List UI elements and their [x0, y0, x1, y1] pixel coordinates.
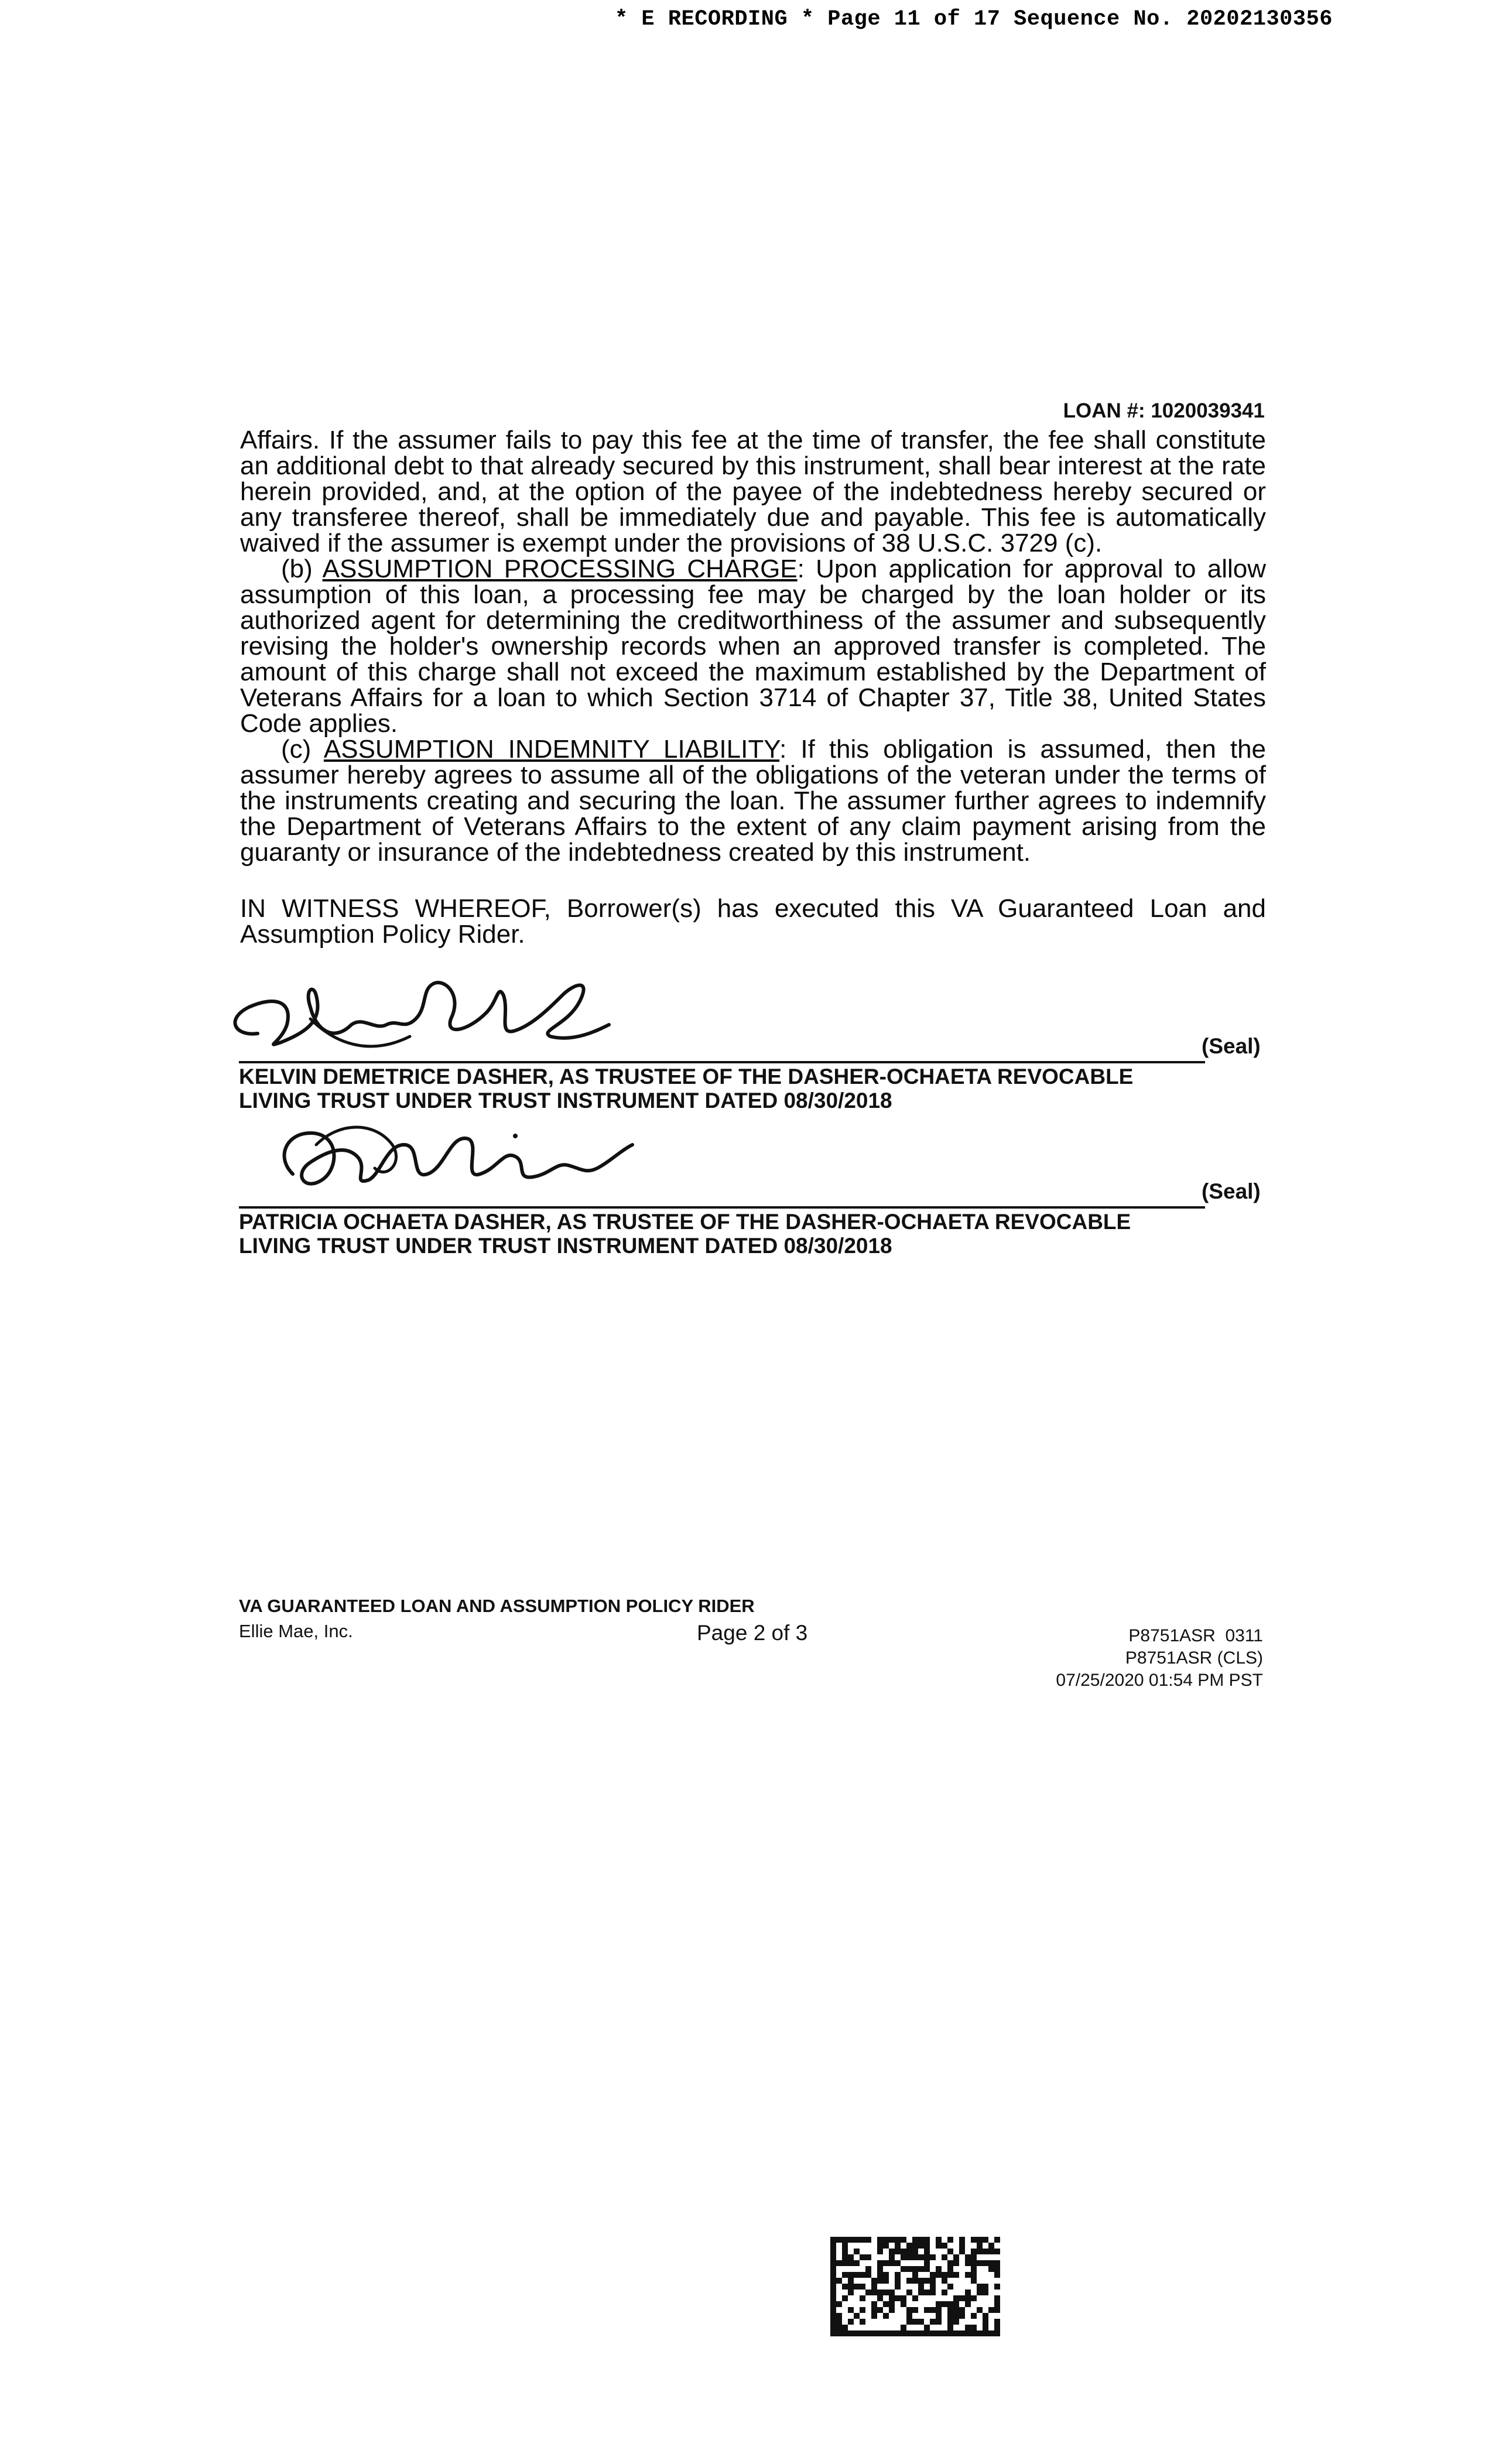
processing-charge-text: : Upon application for approval to allow assumption of this loan, a processing fee may be charged by the loan holder or its authorized agent for determining the creditworthiness of the assumer and subsequently revising the holder's ownership records when an approved transfer is completed. The amount of this charge shall not exceed the maximum established by the Department of Veterans Affairs for a loan to which Section 3714 of Chapter 37, Title 38, United States Code applies.: [240, 555, 1266, 738]
paragraph-fee: Affairs. If the assumer fails to pay this fee at the time of transfer, the fee shall constitute an additional debt to that already secured by this instrument, shall bear interest at the rate herein provided, and, at the option of the payee of the indebtedness hereby secured or any transferee thereof, shall be immediately due and payable. This fee is automatically waived if the assumer is exempt under the provisions of 38 U.S.C. 3729 (c).: [240, 426, 1266, 557]
signer-name-1-line2: LIVING TRUST UNDER TRUST INSTRUMENT DATED 08/30/2018: [239, 1089, 892, 1113]
signature-kelvin: [223, 960, 632, 1060]
page-number: Page 2 of 3: [697, 1621, 808, 1645]
form-title: VA GUARANTEED LOAN AND ASSUMPTION POLICY RIDER: [239, 1596, 755, 1616]
indemnity-text: : If this obligation is assumed, then the assumer hereby agrees to assume all of the obligations of the veteran under the terms of the instruments creating and securing the loan. The assumer further agrees to indemnify the Department of Veterans Affairs to the extent of any claim payment arising from the guaranty or insurance of the indebtedness created by this instrument.: [240, 735, 1267, 867]
seal-label-1: (Seal): [1202, 1034, 1261, 1058]
form-codes: [1056, 1625, 1263, 1692]
paragraph-indemnity: [240, 737, 1266, 865]
signature-patricia: [258, 1110, 656, 1203]
paragraph-processing-charge: [240, 556, 1266, 737]
print-timestamp: 07/25/2020 01:54 PM PST: [1056, 1671, 1263, 1690]
form-code-1: P8751ASR 0311: [1128, 1626, 1263, 1645]
witness-clause: IN WITNESS WHEREOF, Borrower(s) has executed this VA Guaranteed Loan and Assumption Policy Rider.: [240, 894, 1266, 949]
company-name: Ellie Mae, Inc.: [239, 1621, 353, 1641]
signature-line-1: [239, 1061, 1205, 1063]
item-label-b: (b): [281, 555, 313, 583]
processing-charge-heading: ASSUMPTION PROCESSING CHARGE: [322, 555, 798, 583]
signer-name-2-line1: PATRICIA OCHAETA DASHER, AS TRUSTEE OF THE DASHER-OCHAETA REVOCABLE: [239, 1210, 1131, 1234]
signature-line-2: [239, 1206, 1205, 1209]
signer-name-1: [239, 1065, 1133, 1113]
document-body: [240, 427, 1266, 947]
signer-name-2-line2: LIVING TRUST UNDER TRUST INSTRUMENT DATED 08/30/2018: [239, 1234, 892, 1258]
indemnity-heading: ASSUMPTION INDEMNITY LIABILITY: [323, 735, 780, 764]
signer-name-2: [239, 1210, 1131, 1258]
datamatrix-barcode: [830, 2237, 1000, 2336]
item-label-c: (c): [281, 735, 312, 764]
signer-name-1-line1: KELVIN DEMETRICE DASHER, AS TRUSTEE OF THE DASHER-OCHAETA REVOCABLE: [239, 1065, 1134, 1089]
seal-label-2: (Seal): [1202, 1179, 1261, 1203]
recording-header: * E RECORDING * Page 11 of 17 Sequence No. 20202130356: [615, 7, 1333, 32]
loan-number: LOAN #: 1020039341: [1063, 399, 1265, 422]
form-code-2: P8751ASR (CLS): [1125, 1648, 1263, 1668]
